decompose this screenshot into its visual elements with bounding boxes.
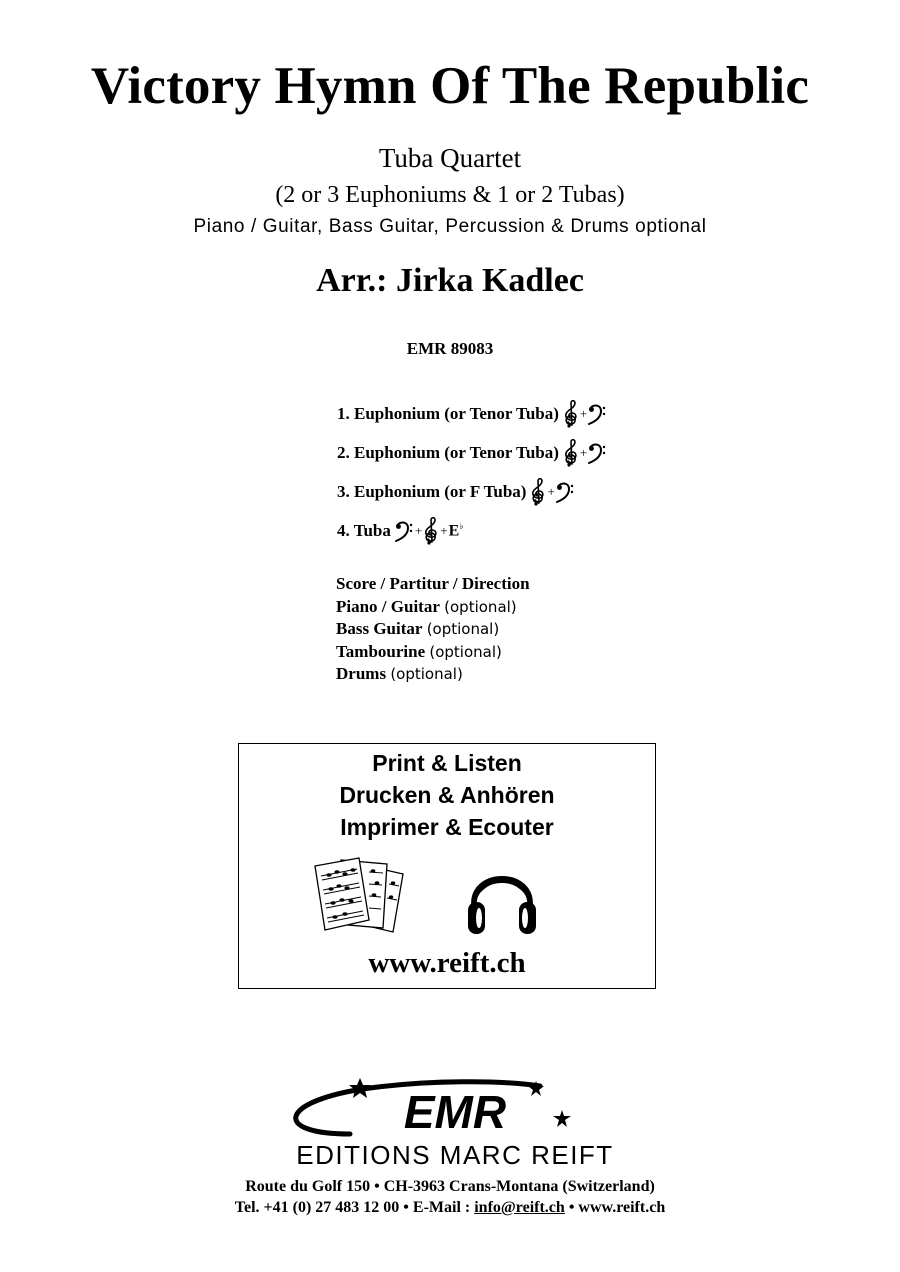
treble-clef-icon xyxy=(563,400,579,428)
treble-clef-icon xyxy=(563,439,579,467)
list-item: Score / Partitur / Direction xyxy=(336,574,530,593)
subtitle: Tuba Quartet xyxy=(378,143,522,173)
footer-email-link[interactable]: info@reift.ch xyxy=(474,1199,565,1216)
emr-logo xyxy=(230,1070,680,1170)
clef-separator: + xyxy=(547,484,555,499)
treble-clef-icon xyxy=(530,478,546,506)
list-item: Tambourine (optional) xyxy=(336,641,502,661)
e-flat-tuning: E♭ xyxy=(448,521,464,540)
promo-line-en: Print & Listen xyxy=(372,750,522,776)
part-4 xyxy=(337,517,464,545)
footer-contact xyxy=(0,1199,900,1217)
part-3 xyxy=(337,478,575,506)
footer-website[interactable]: • www.reift.ch xyxy=(568,1199,666,1216)
bass-clef-icon xyxy=(556,481,575,503)
logo-name: EDITIONS MARC REIFT xyxy=(296,1140,614,1170)
clef-separator: + xyxy=(414,523,423,538)
part-label: 3. Euphonium (or F Tuba) xyxy=(337,482,527,501)
contents-list xyxy=(336,573,530,686)
page-title: Victory Hymn Of The Republic xyxy=(90,57,810,115)
logo-mark: EMR xyxy=(403,1086,507,1138)
list-item: Bass Guitar (optional) xyxy=(336,619,500,638)
print-listen-box xyxy=(238,743,656,989)
clef-separator: + xyxy=(579,445,588,460)
part-label: 4. Tuba xyxy=(337,521,391,540)
headphones-icon xyxy=(467,856,537,938)
list-item: Piano / Guitar (optional) xyxy=(336,596,517,616)
part-label: 2. Euphonium (or Tenor Tuba) xyxy=(337,443,559,462)
part-label: 1. Euphonium (or Tenor Tuba) xyxy=(337,404,559,423)
website-url[interactable]: www.reift.ch xyxy=(368,947,526,979)
part-1 xyxy=(337,400,607,428)
clef-separator: + xyxy=(440,523,448,538)
bass-clef-icon xyxy=(588,442,607,464)
catalog-code: EMR 89083 xyxy=(406,339,494,358)
treble-clef-icon xyxy=(423,517,439,545)
bass-clef-icon xyxy=(395,520,414,542)
arranger: Arr.: Jirka Kadlec xyxy=(316,262,584,299)
footer-phone: Tel. +41 (0) 27 483 12 00 • E-Mail : xyxy=(234,1199,471,1216)
bass-clef-icon xyxy=(588,403,607,425)
instrumentation: (2 or 3 Euphoniums & 1 or 2 Tubas) xyxy=(275,182,625,208)
clef-separator: + xyxy=(579,406,588,421)
list-item: Drums (optional) xyxy=(336,664,463,683)
footer-address: Route du Golf 150 • CH-3963 Crans-Montana (Switzerland) xyxy=(245,1178,655,1195)
optional-instruments: Piano / Guitar, Bass Guitar, Percussion & Drums optional xyxy=(193,216,707,237)
promo-line-fr: Imprimer & Ecouter xyxy=(340,814,554,840)
promo-line-de: Drucken & Anhören xyxy=(339,782,555,808)
sheet-music-icon xyxy=(311,854,423,938)
part-2 xyxy=(337,439,607,467)
